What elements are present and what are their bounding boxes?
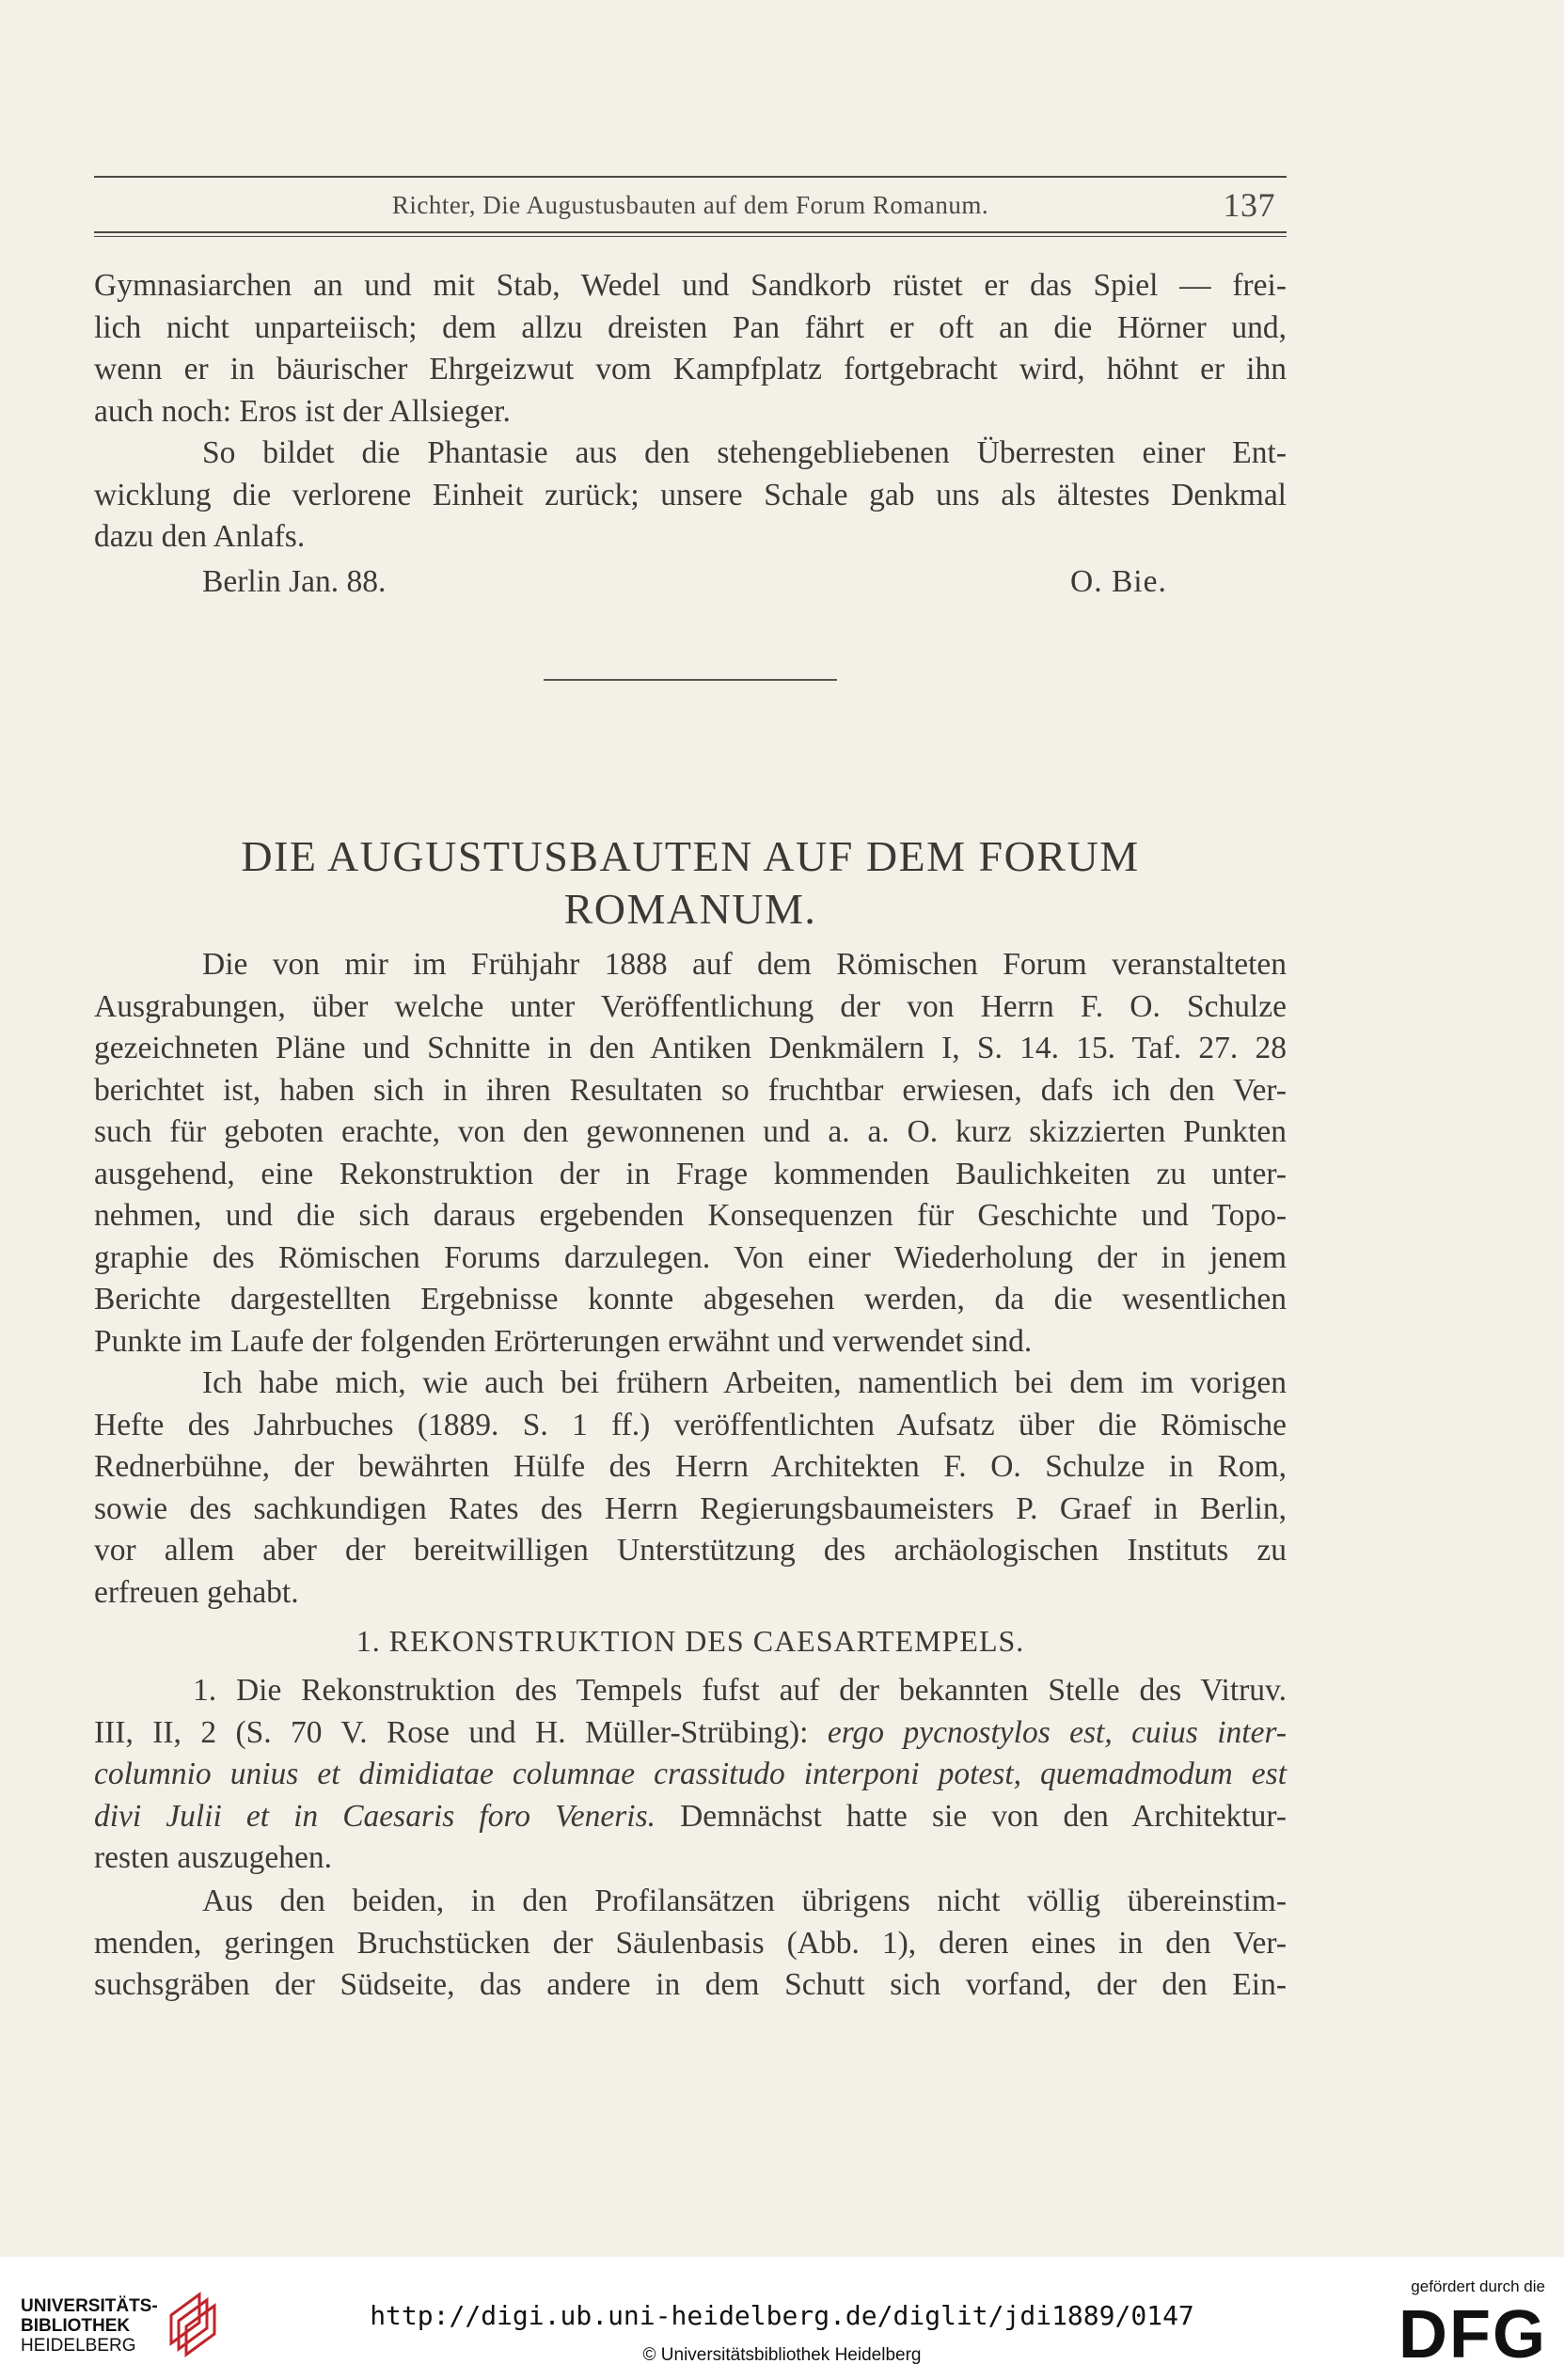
header-bottom-rule bbox=[94, 231, 1287, 233]
prev-article-paragraph-2: So bildet die Phantasie aus den stehengebliebenen Überresten einer Ent- wicklung die verlorene Einheit zurück; unsere Schale gab uns als ältestes Denkmal dazu den Anlafs. bbox=[94, 435, 1287, 554]
digitization-footer bbox=[0, 2257, 1564, 2380]
article-paragraph-1: Die von mir im Frühjahr 1888 auf dem Römischen Forum veranstalteten Ausgrabungen, über welche unter Veröffentlichung der von Herrn F. O. Schulze gezeichneten Pläne und Schnitte in den Antiken Denkmälern I, S. 14. 15. Taf. 27. 28 berichtet ist, haben sich in ihren Resultaten so fruchtbar erwiesen, dafs ich den Ver- such für geboten erachte, von den gewonnenen und a. a. O. kurz skizzierten Punkten ausgehend, eine Rekonstruktion der in Frage kommenden Baulichkeiten zu unter- nehmen, und die sich daraus ergebenden Konsequenzen für Geschichte und Topo- graphie des Römischen Forums darzulegen. Von einer Wiederholung der in jenem Berichte dargestellten Ergebnisse konnte abgesehen werden, da die wesentlichen Punkte im Laufe der folgenden Erörterungen erwähnt und verwendet sind. bbox=[94, 947, 1287, 1359]
section-divider bbox=[544, 679, 837, 681]
page-number: 137 bbox=[1223, 186, 1275, 224]
prev-article-paragraph-1: Gymnasiarchen an und mit Stab, Wedel und Sandkorb rüstet er das Spiel — frei- lich nicht unparteiisch; dem allzu dreisten Pan fährt er oft an die Hörner und, wenn er in bäurischer Ehrgeizwut vom Kampfplatz fortgebracht wird, höhnt er ihn auch noch: Eros ist der Allsieger. bbox=[94, 268, 1287, 429]
section-heading: 1. REKONSTRUKTION DES CAESARTEMPELS. bbox=[355, 1624, 1025, 1658]
running-title: Richter, Die Augustusbauten auf dem Forum Romanum. bbox=[391, 191, 989, 219]
header-bottom-rule-thin bbox=[94, 236, 1287, 237]
article-paragraph-2: Ich habe mich, wie auch bei frühern Arbeiten, namentlich bei dem im vorigen Hefte des Jahrbuches (1889. S. 1 ff.) veröffentlichten Aufsatz über die Römische Rednerbühne, der bewährten Hülfe des Herrn Architekten F. O. Schulze in Rom, sowie des sachkundigen Rates des Herrn Regierungsbaumeisters P. Graef in Berlin, vor allem aber der bereitwilligen Unterstützung des archäologischen Instituts zu erfreuen gehabt. bbox=[94, 1365, 1287, 1610]
running-header bbox=[94, 185, 1287, 227]
article-title-line-1: DIE AUGUSTUSBAUTEN AUF DEM FORUM bbox=[241, 832, 1140, 880]
article-title-line-2: ROMANUM. bbox=[563, 885, 817, 933]
dfg-logo: DFG bbox=[1398, 2297, 1547, 2372]
author-signature: O. Bie. bbox=[1070, 564, 1167, 599]
copyright-notice: © Universitätsbibliothek Heidelberg bbox=[642, 2345, 922, 2365]
library-logo: UNIVERSITÄTS- BIBLIOTHEK HEIDELBERG bbox=[21, 2296, 246, 2362]
place-date: Berlin Jan. 88. bbox=[202, 564, 387, 599]
header-top-rule bbox=[94, 176, 1287, 178]
source-url-link[interactable]: http://digi.ub.uni-heidelberg.de/diglit/jdi1889/0147 bbox=[370, 2300, 1194, 2331]
funding-note: gefördert durch die bbox=[1411, 2278, 1545, 2295]
article-paragraph-4: Aus den beiden, in den Profilansätzen übrigens nicht völlig übereinstim- menden, geringen Bruchstücken der Säulenbasis (Abb. 1), deren eines in den Ver- suchsgräben der Südseite, das andere in dem Schutt sich vorfand, der den Ein- bbox=[94, 1884, 1287, 2002]
article-paragraph-3: 1. Die Rekonstruktion des Tempels fufst auf der bekannten Stelle des Vitruv. III, II, 2 (S. 70 V. Rose und H. Müller-Strübing): ergo pycnostylos est, cuius inter- columnio unius et dimidiatae columnae crassitudo interponi potest, quemadmodum est divi Julii et in Caesaris foro Veneris. Demnächst hatte sie von den Architektur- resten auszugehen. bbox=[94, 1673, 1288, 1875]
